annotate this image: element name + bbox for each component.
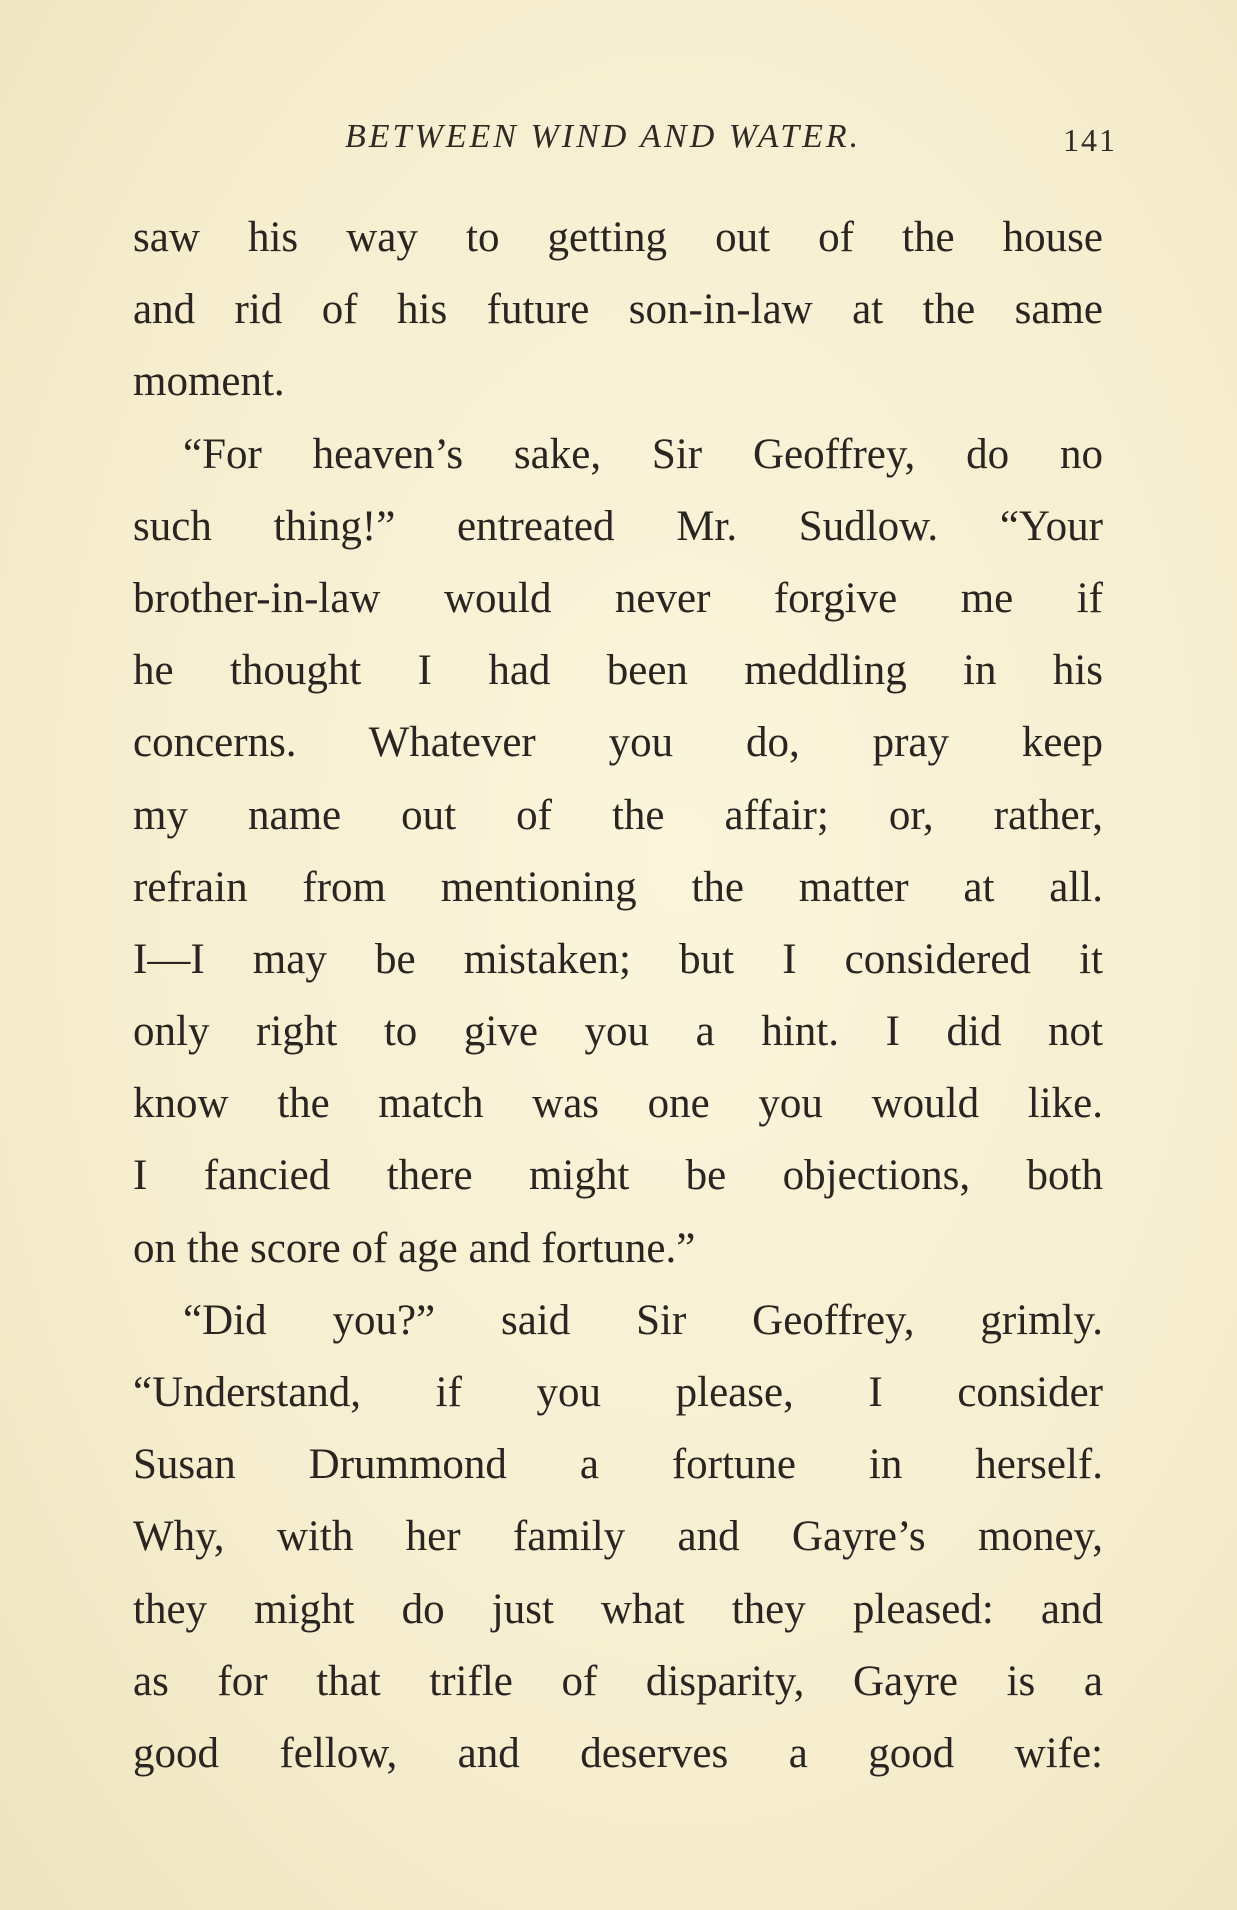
text-line: I—I may be mistaken; but I considered it: [133, 935, 1103, 983]
text-line: “For heaven’s sake, Sir Geoffrey, do no: [183, 430, 1103, 478]
text-line: they might do just what they pleased: and: [133, 1585, 1103, 1633]
text-line: and rid of his future son-in-law at the same: [133, 286, 1103, 334]
text-line: moment.: [133, 358, 285, 406]
page-number: 141: [1063, 122, 1117, 158]
text-line: I fancied there might be objections, both: [133, 1152, 1103, 1200]
text-line: good fellow, and deserves a good wife:: [133, 1729, 1103, 1777]
text-line: know the match was one you would like.: [133, 1080, 1103, 1128]
text-line: only right to give you a hint. I did not: [133, 1008, 1103, 1056]
text-line: such thing!” entreated Mr. Sudlow. “Your: [133, 502, 1103, 550]
page-header: [0, 118, 1237, 168]
text-line: concerns. Whatever you do, pray keep: [133, 719, 1103, 767]
text-line: Why, with her family and Gayre’s money,: [133, 1513, 1103, 1561]
text-line: “Understand, if you please, I consider: [133, 1369, 1103, 1416]
text-line: he thought I had been meddling in his: [133, 647, 1103, 695]
text-line: Susan Drummond a fortune in herself.: [133, 1441, 1103, 1489]
running-title: BETWEEN WIND AND WATER.: [345, 118, 862, 155]
text-line: refrain from mentioning the matter at all.: [133, 863, 1103, 911]
text-line: my name out of the affair; or, rather,: [133, 791, 1103, 839]
text-line: as for that trifle of disparity, Gayre is a: [133, 1657, 1103, 1705]
text-line: “Did you?” said Sir Geoffrey, grimly.: [183, 1296, 1103, 1344]
text-line: brother-in-law would never forgive me if: [133, 574, 1103, 622]
body-text: [133, 202, 1103, 1790]
text-line: saw his way to getting out of the house: [133, 214, 1103, 261]
text-line: on the score of age and fortune.”: [133, 1224, 696, 1272]
